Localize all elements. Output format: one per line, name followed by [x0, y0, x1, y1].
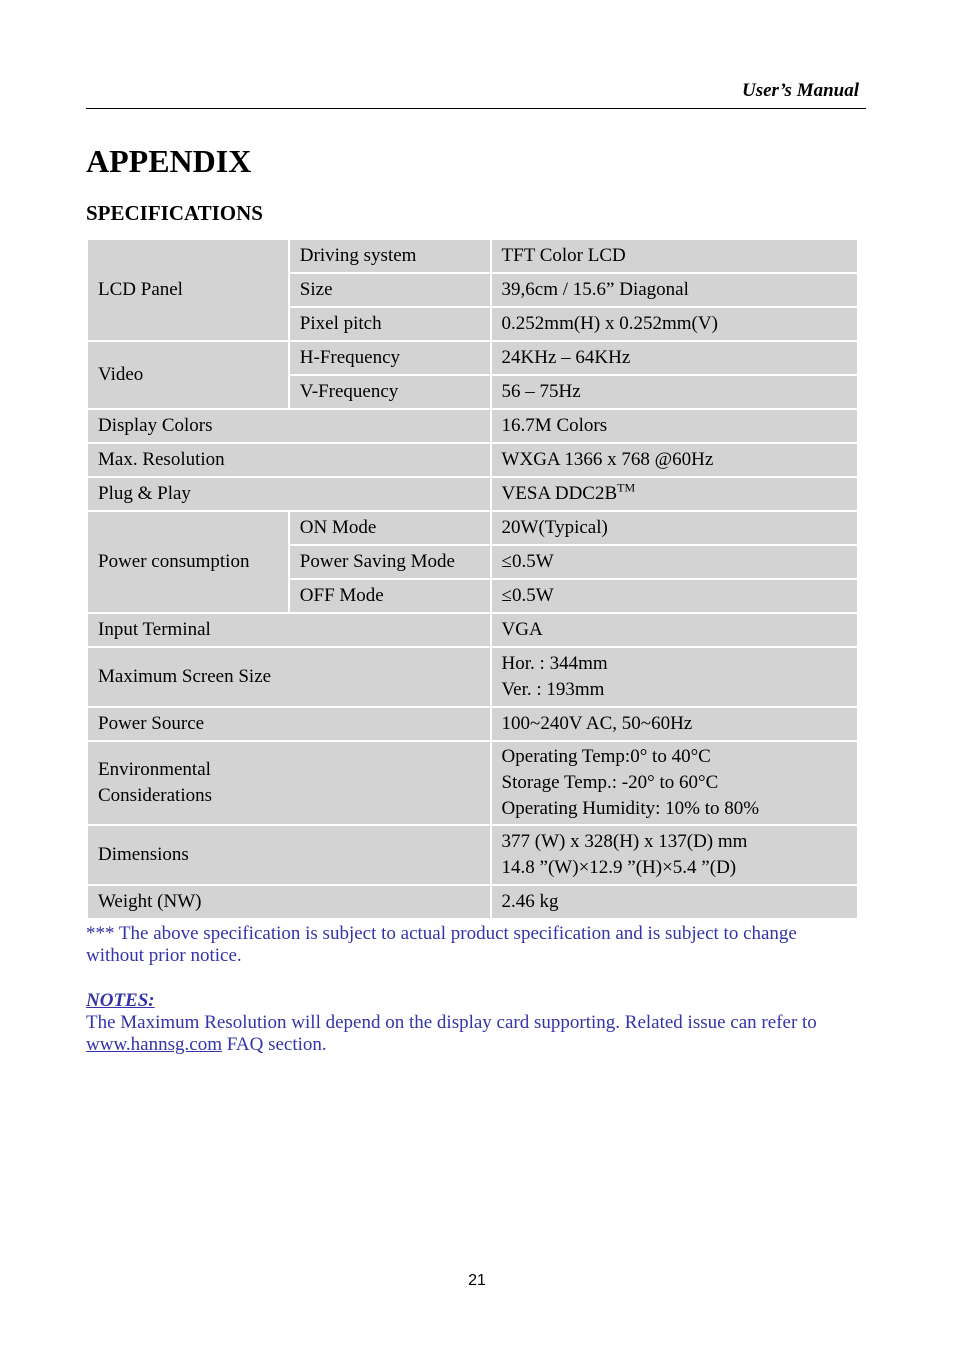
table-row [88, 342, 857, 374]
spec-value: TFT Color LCD [492, 240, 857, 272]
spec-value: 2.46 kg [492, 886, 857, 918]
spec-value [492, 478, 857, 510]
table-row [88, 240, 857, 272]
table-row [88, 648, 857, 706]
spec-label-lcd-panel: LCD Panel [88, 240, 288, 340]
spec-sublabel: Pixel pitch [290, 308, 490, 340]
page-title: APPENDIX [86, 143, 252, 179]
spec-label: Weight (NW) [88, 886, 490, 918]
spec-value: 24KHz – 64KHz [492, 342, 857, 374]
spec-value-line: Operating Humidity: 10% to 80% [501, 798, 760, 819]
spec-label-video: Video [88, 342, 288, 408]
notes-heading: NOTES: [86, 990, 155, 1011]
spec-label: Power Source [88, 708, 490, 740]
spec-value-line: Operating Temp:0° to 40°C [501, 746, 711, 767]
spec-value [492, 742, 857, 824]
trademark-mark: TM [617, 480, 636, 495]
disclaimer-text: *** The above specification is subject to actual product specification and is subject to change without prior notice. [86, 923, 797, 966]
spec-value-line: Hor. : 344mm [501, 653, 608, 674]
spec-label: Dimensions [88, 826, 490, 884]
table-row [88, 512, 857, 544]
spec-sublabel: Driving system [290, 240, 490, 272]
spec-label: Display Colors [88, 410, 490, 442]
spec-label: Input Terminal [88, 614, 490, 646]
table-row [88, 826, 857, 884]
spec-value [492, 826, 857, 884]
spec-sublabel: OFF Mode [290, 580, 490, 612]
spec-label: Maximum Screen Size [88, 648, 490, 706]
table-row [88, 708, 857, 740]
table-row [88, 614, 857, 646]
spec-sublabel: V-Frequency [290, 376, 490, 408]
page-number: 21 [468, 1272, 486, 1289]
header-title: User’s Manual [741, 80, 859, 101]
spec-label-line: Considerations [98, 785, 212, 806]
website-link[interactable]: www.hannsg.com [86, 1034, 222, 1055]
table-row [88, 444, 857, 476]
spec-label-line: Environmental [98, 759, 211, 780]
spec-value: VGA [492, 614, 857, 646]
spec-label-power-consumption: Power consumption [88, 512, 288, 612]
table-row [88, 886, 857, 918]
spec-value: 100~240V AC, 50~60Hz [492, 708, 857, 740]
notes-tail: FAQ section. [221, 1034, 327, 1055]
spec-sublabel: Size [290, 274, 490, 306]
spec-value-line: Storage Temp.: -20° to 60°C [501, 772, 719, 793]
specifications-table [86, 238, 859, 920]
spec-sublabel: ON Mode [290, 512, 490, 544]
section-title: SPECIFICATIONS [86, 201, 263, 225]
spec-value: WXGA 1366 x 768 @60Hz [492, 444, 857, 476]
spec-value: 16.7M Colors [492, 410, 857, 442]
spec-value: 56 – 75Hz [492, 376, 857, 408]
spec-sublabel: Power Saving Mode [290, 546, 490, 578]
spec-value: 0.252mm(H) x 0.252mm(V) [492, 308, 857, 340]
spec-value-line: 14.8 ”(W)×12.9 ”(H)×5.4 ”(D) [501, 857, 737, 878]
spec-label [88, 742, 490, 824]
notes-body [86, 1012, 856, 1056]
spec-value [492, 648, 857, 706]
table-row [88, 478, 857, 510]
notes-text: The Maximum Resolution will depend on the display card supporting. Related issue can refer to [86, 1012, 817, 1033]
spec-sublabel: H-Frequency [290, 342, 490, 374]
header-divider [86, 108, 866, 109]
spec-value: ≤0.5W [492, 546, 857, 578]
spec-value: 20W(Typical) [492, 512, 857, 544]
table-row [88, 410, 857, 442]
spec-value-line: 377 (W) x 328(H) x 137(D) mm [501, 831, 748, 852]
spec-value-text: VESA DDC2B [501, 483, 618, 504]
spec-value: 39,6cm / 15.6” Diagonal [492, 274, 857, 306]
spec-value-line: Ver. : 193mm [501, 679, 605, 700]
spec-label: Max. Resolution [88, 444, 490, 476]
spec-label: Plug & Play [88, 478, 490, 510]
spec-value: ≤0.5W [492, 580, 857, 612]
table-row [88, 742, 857, 824]
